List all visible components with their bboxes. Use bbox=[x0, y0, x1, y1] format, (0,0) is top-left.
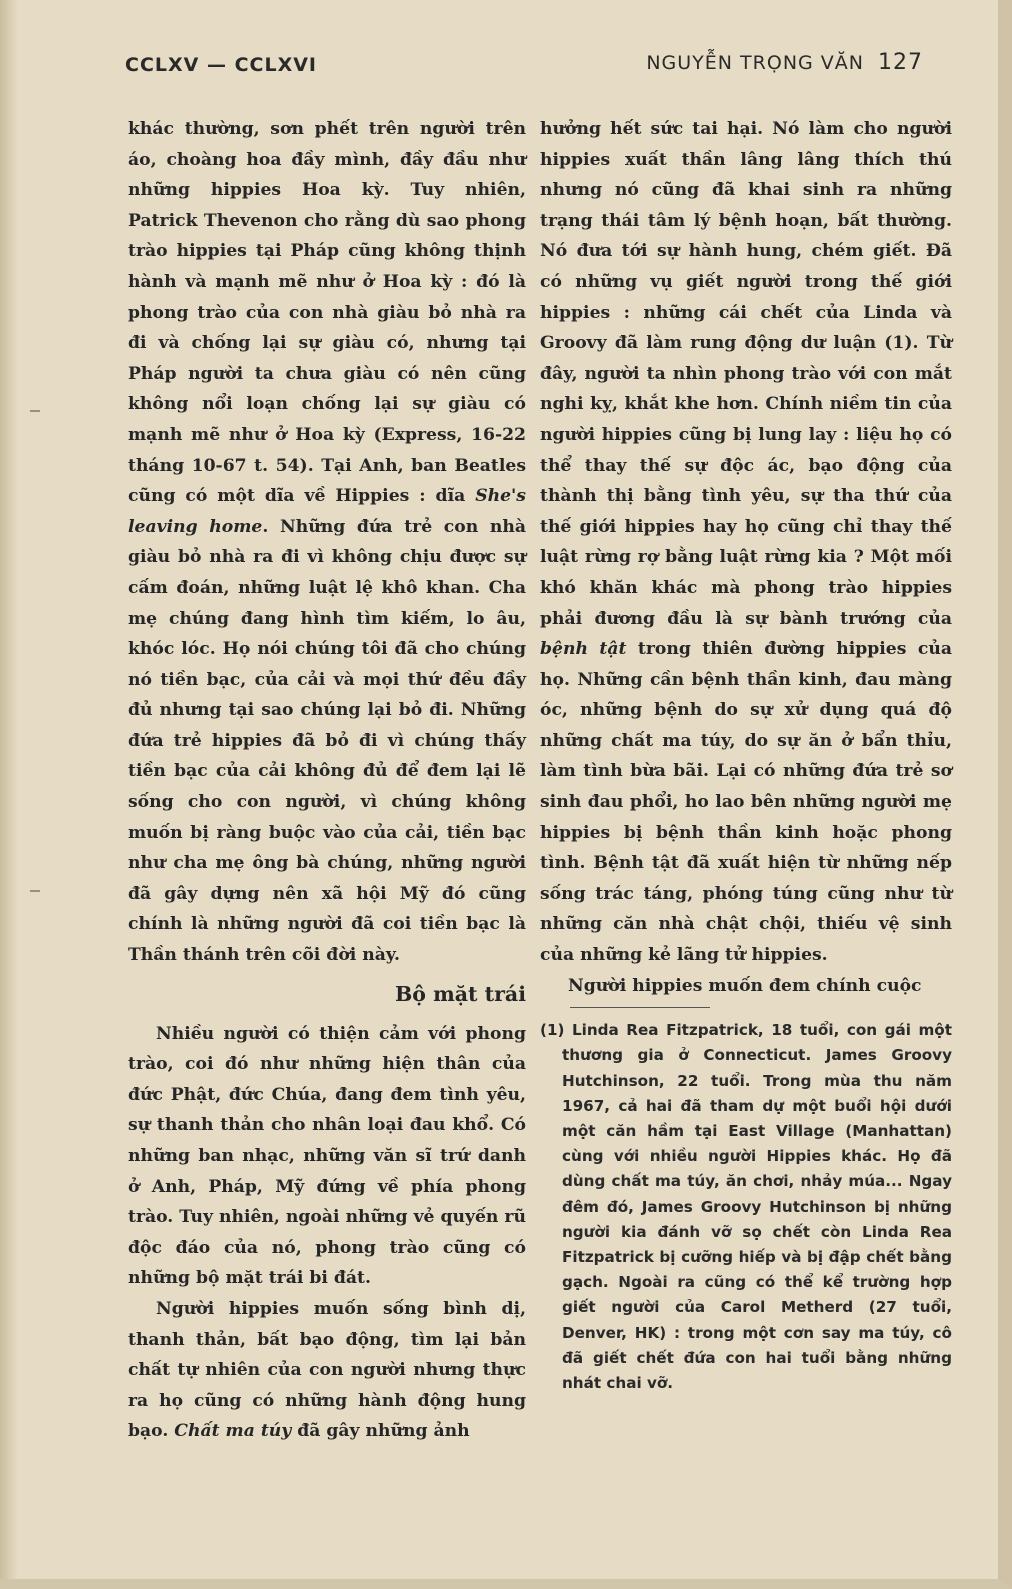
emphasis-text: Chất ma túy bbox=[174, 1421, 292, 1442]
paragraph-text: hưởng hết sức tai hại. Nó làm cho người hippies xuất thần lâng lâng thích thú nhưng nó cũng đã khai sinh ra những trạng thái tâm lý bệnh hoạn, bất thường. Nó đưa tới sự hành hung, chém giết. Đã có những vụ giết người trong thế giới hippies : những cái chết của Linda và Groovy đã làm rung động dư luận (1). Từ đây, người ta nhìn phong trào với con mắt nghi kỵ, khắt khe hơn. Chính niềm tin của người hippies cũng bị lung lay : liệu họ có thể thay thế sự độc ác, bạo động của thành thị bằng tình yêu, sự tha thứ của thế giới hippies hay họ cũng chỉ thay thế luật rừng rợ bằng luật rừng kia ? Một mối khó khăn khác mà phong trào hippies phải đương đầu là sự bành trướng của bbox=[540, 119, 952, 629]
paragraph bbox=[540, 114, 952, 971]
footnote: (1) Linda Rea Fitzpatrick, 18 tuổi, con gái một thương gia ở Connecticut. James Groovy Hutchinson, 22 tuổi. Trong mùa thu năm 1967, cả hai đã tham dự một buổi hội dưới một căn hầm tại East Village (Manhattan) cùng với nhiều người Hippies khác. Họ đã dùng chất ma túy, ăn chơi, nhảy múa... Ngay đêm đó, James Groovy Hutchinson bị những người kia đánh vỡ sọ chết còn Linda Rea Fitzpatrick bị cưỡng hiếp và bị đập chết bằng gạch. Ngoài ra cũng có thể kể trường hợp giết người của Carol Metherd (27 tuổi, Denver, HK) : trong một cơn say ma túy, cô đã giết chết đứa con hai tuổi bằng những nhát chai vỡ. bbox=[540, 1021, 952, 1393]
paragraph bbox=[128, 114, 526, 971]
paragraph-text: đã gây những ảnh bbox=[291, 1421, 470, 1442]
paragraph-text: . Những đứa trẻ con nhà giàu bỏ nhà ra đi vì không chịu được sự cấm đoán, những luật lệ khô khan. Cha mẹ chúng đang hình tìm kiếm, lo âu, khóc lóc. Họ nói chúng tôi đã cho chúng nó tiền bạc, của cải và mọi thứ đều đầy đủ nhưng tại sao chúng lại bỏ đi. Những đứa trẻ hippies đã bỏ đi vì chúng thấy tiền bạc của cải không đủ để đem lại lẽ sống cho con người, vì chúng không muốn bị ràng buộc vào của cải, tiền bạc như cha mẹ ông bà chúng, những người đã gây dựng nên xã hội Mỹ đó cũng chính là những người đã coi tiền bạc là Thần thánh trên cõi đời này. bbox=[128, 516, 526, 966]
page-number: 127 bbox=[878, 50, 923, 75]
issue-number: CCLXV — CCLXVI bbox=[125, 54, 317, 76]
paragraph-text: khác thường, sơn phết trên người trên áo, choàng hoa đầy mình, đầy đầu như những hippies Hoa kỳ. Tuy nhiên, Patrick Thevenon cho rằng dù sao phong trào hippies tại Pháp cũng không thịnh hành và mạnh mẽ như ở Hoa kỳ : đó là phong trào của con nhà giàu bỏ nhà ra đi và chống lại sự giàu có, nhưng tại Pháp người ta chưa giàu có nên cũng không nổi loạn chống lại sự giàu có mạnh mẽ như ở Hoa kỳ (Express, 16-22 tháng 10-67 t. 54). Tại Anh, ban Beatles cũng có một dĩa về Hippies : dĩa bbox=[128, 119, 526, 507]
section-heading: Bộ mặt trái bbox=[394, 981, 526, 1006]
paragraph-text: trong thiên đường hippies của họ. Những cần bệnh thần kinh, đau màng óc, những bệnh do sự xử dụng quá độ những chất ma túy, do sự ăn ở bẩn thỉu, làm tình bừa bãi. Lại có những đứa trẻ sơ sinh đau phổi, ho lao bên những người mẹ hippies bị bệnh thần kinh hoặc phong tình. Bệnh tật đã xuất hiện từ những nếp sống trác táng, phóng túng cũng như từ những căn nhà chật chội, thiếu vệ sinh của những kẻ lãng tử hippies. bbox=[540, 639, 952, 966]
right-column bbox=[540, 114, 952, 1396]
page-edge-mark bbox=[30, 890, 40, 892]
paragraph bbox=[128, 1294, 526, 1447]
running-header bbox=[125, 44, 923, 84]
author-name: NGUYỄN TRỌNG VĂN bbox=[646, 52, 864, 74]
footnote-divider bbox=[570, 1007, 710, 1008]
paragraph: Nhiều người có thiện cảm với phong trào, coi đó như những hiện thân của đức Phật, đức Chúa, đang đem tình yêu, sự thanh thản cho nhân loại đau khổ. Có những ban nhạc, những văn sĩ trứ danh ở Anh, Pháp, Mỹ đứng về phía phong trào. Tuy nhiên, ngoài những vẻ quyến rũ độc đáo của nó, phong trào cũng có những bộ mặt trái bi đát. bbox=[128, 1023, 526, 1289]
emphasis-text: bệnh tật bbox=[540, 639, 627, 660]
song-title: She's leaving home bbox=[128, 486, 526, 537]
paragraph: Người hippies muốn đem chính cuộc bbox=[568, 975, 922, 996]
left-column bbox=[128, 114, 526, 1447]
paragraph-text: Người hippies muốn sống bình dị, thanh thản, bất bạo động, tìm lại bản chất tự nhiên của con người nhưng thực ra họ cũng có những hành động hung bạo. bbox=[128, 1298, 526, 1442]
author-name-and-page bbox=[646, 50, 923, 75]
page-edge-mark bbox=[30, 410, 40, 412]
